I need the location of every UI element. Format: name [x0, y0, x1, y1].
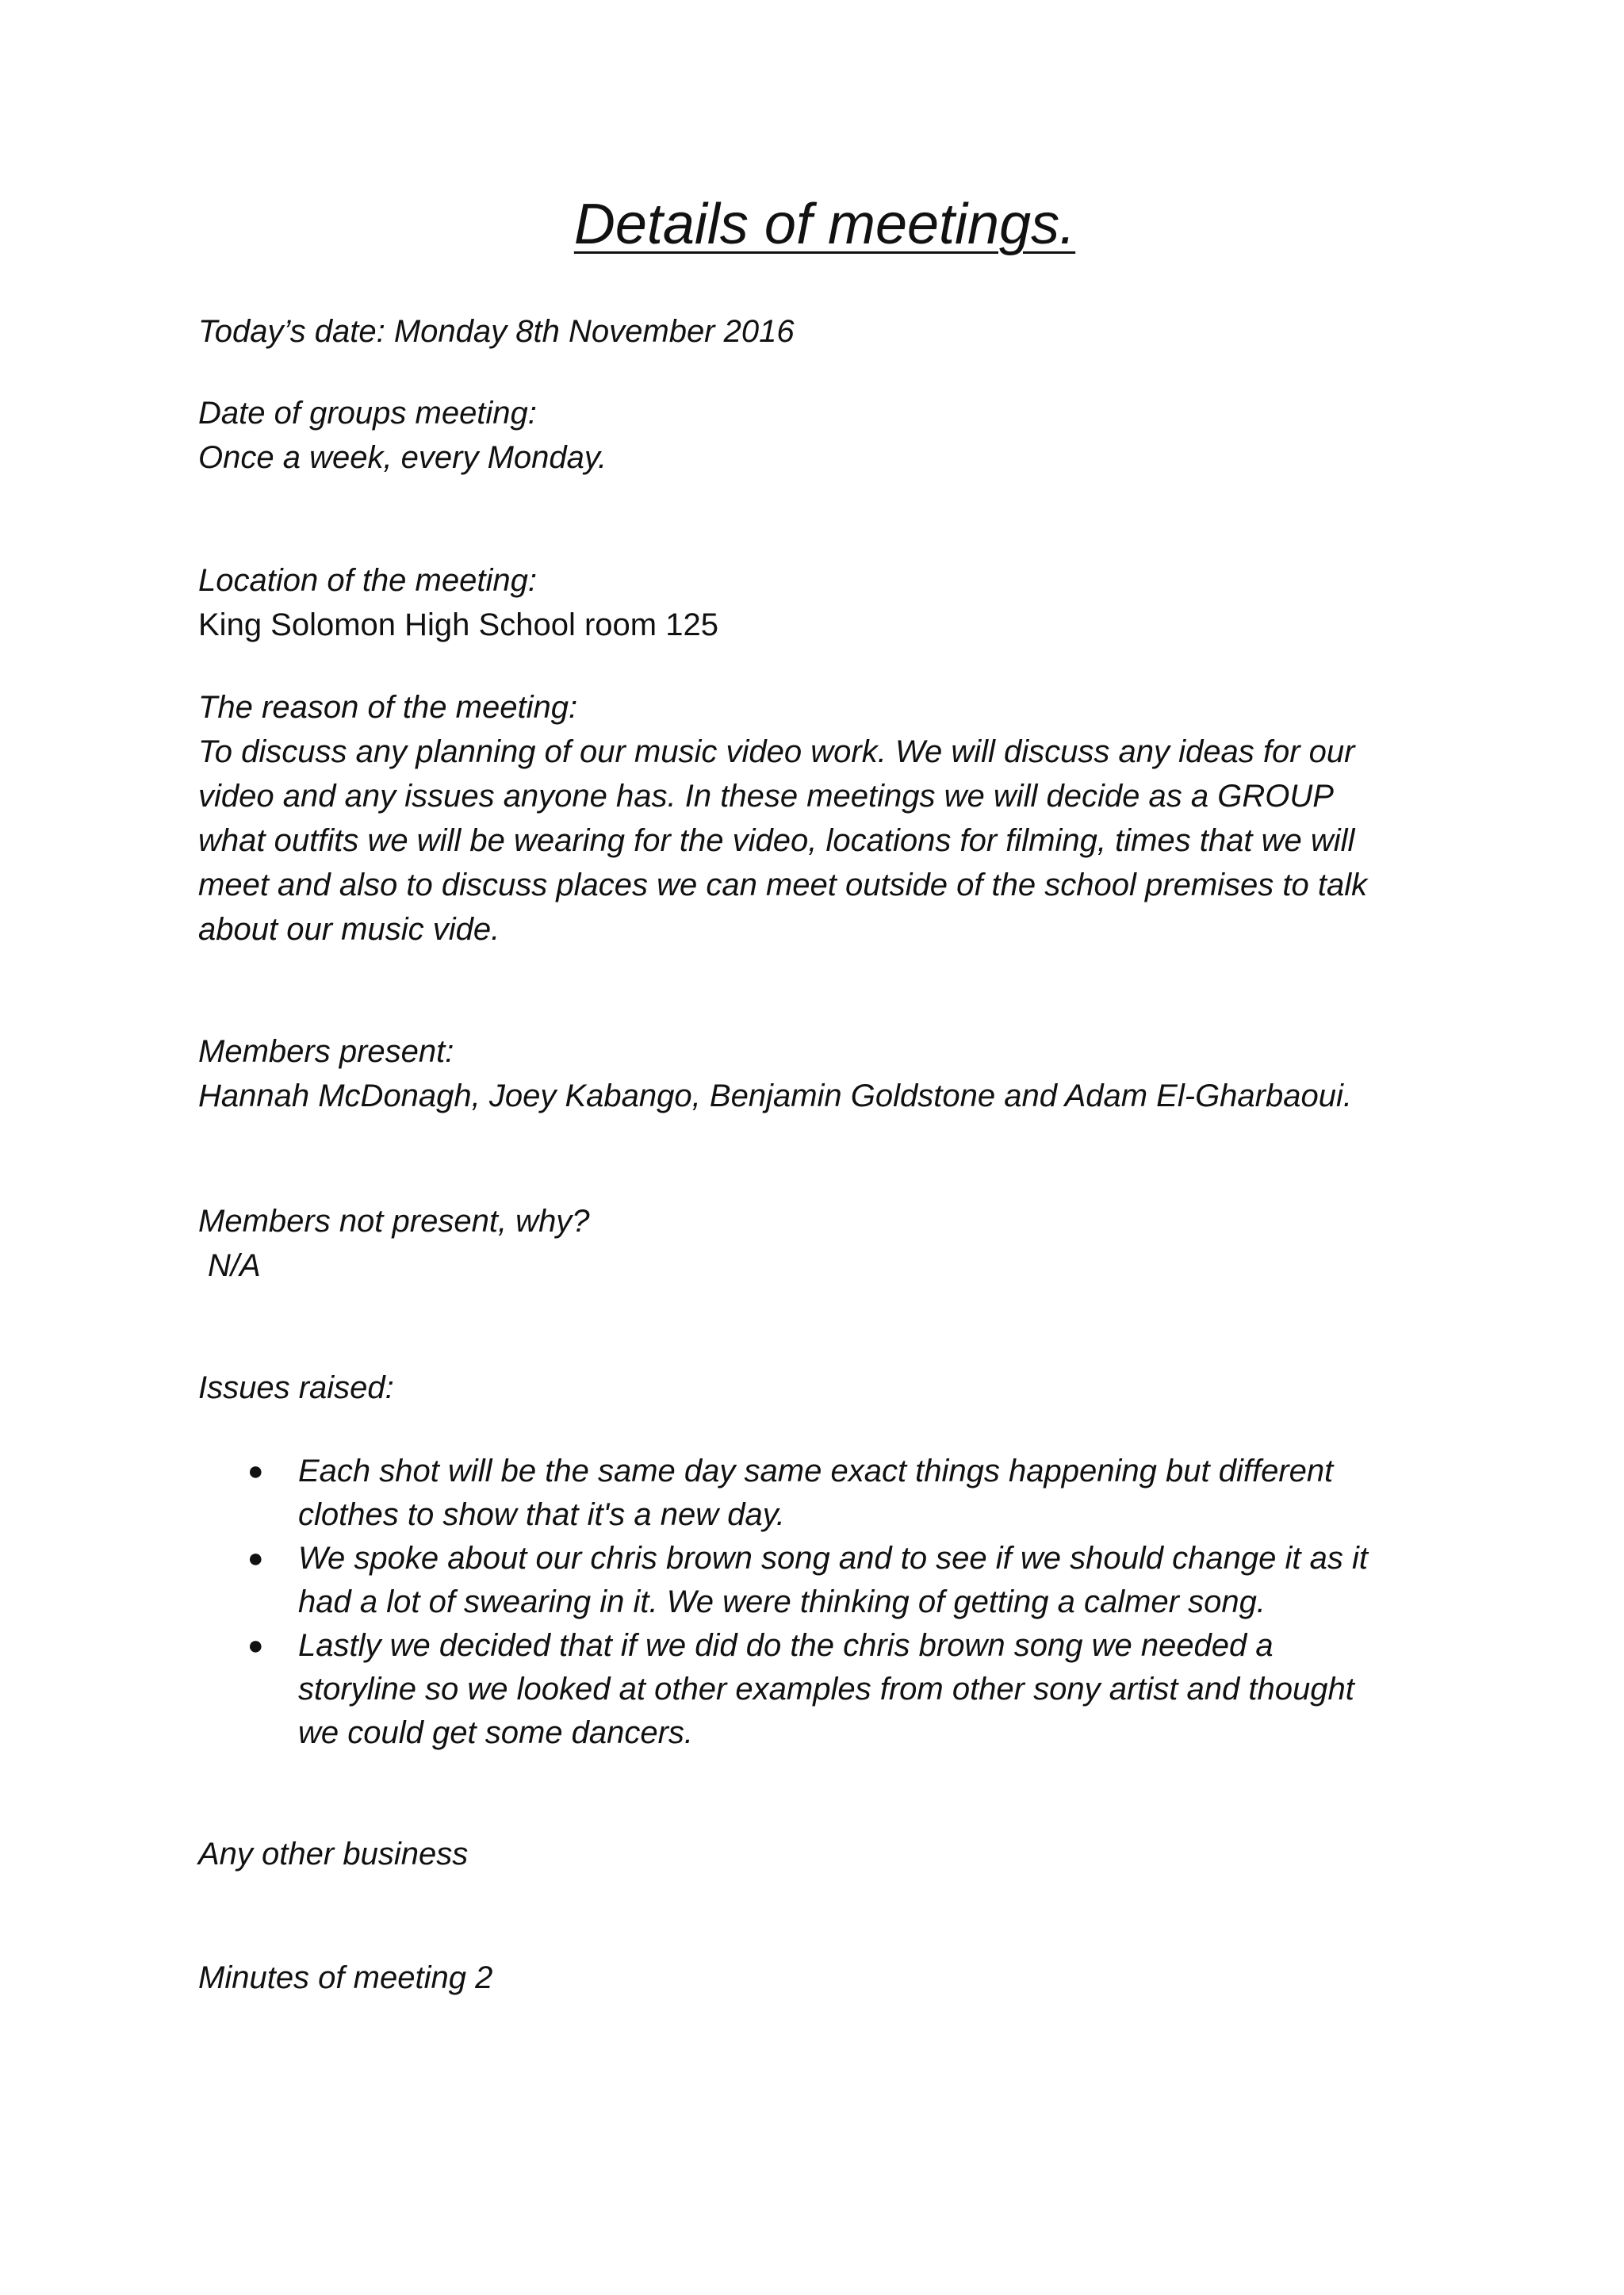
groups-meeting-value: Once a week, every Monday. [198, 440, 607, 475]
list-item [198, 1450, 1435, 1537]
members-not-present-section [198, 1199, 1435, 1288]
other-business: Any other business [198, 1837, 469, 1872]
reason-line: To discuss any planning of our music video work. We will discuss any ideas for our [198, 734, 1355, 769]
reason-line: about our music vide. [198, 912, 500, 947]
bullet-icon: ● [247, 1456, 264, 1486]
groups-meeting-section [198, 391, 1435, 480]
issue-line: storyline so we looked at other examples from other sony artist and thought [298, 1672, 1354, 1707]
issue-line: Lastly we decided that if we did do the chris brown song we needed a [298, 1628, 1274, 1663]
todays-date: Today’s date: Monday 8th November 2016 [198, 314, 795, 349]
bullet-icon: ● [247, 1630, 264, 1661]
issue-line: had a lot of swearing in it. We were thinking of getting a calmer song. [298, 1584, 1266, 1619]
members-not-present-value: N/A [208, 1248, 261, 1283]
reason-section [198, 685, 1435, 952]
reason-line: what outfits we will be wearing for the video, locations for filming, times that we will [198, 823, 1355, 858]
location-value: King Solomon High School room 125 [198, 607, 718, 642]
members-present-value: Hannah McDonagh, Joey Kabango, Benjamin Goldstone and Adam El-Gharbaoui. [198, 1079, 1352, 1113]
issues-list [198, 1450, 1435, 1755]
list-item [198, 1624, 1435, 1755]
members-present-label: Members present: [198, 1034, 454, 1069]
issue-line: we could get some dancers. [298, 1715, 694, 1750]
document-title: Details of meetings. [573, 193, 1076, 256]
location-section [198, 558, 1435, 647]
issue-line: Each shot will be the same day same exact things happening but different [298, 1454, 1334, 1488]
reason-line: video and any issues anyone has. In these meetings we will decide as a GROUP [198, 779, 1334, 814]
bullet-icon: ● [247, 1543, 264, 1573]
groups-meeting-label: Date of groups meeting: [198, 396, 537, 431]
location-label: Location of the meeting: [198, 563, 537, 598]
issue-line: clothes to show that it's a new day. [298, 1497, 785, 1532]
issue-line: We spoke about our chris brown song and to see if we should change it as it [298, 1541, 1368, 1576]
reason-line: meet and also to discuss places we can meet outside of the school premises to talk [198, 868, 1368, 902]
minutes-heading: Minutes of meeting 2 [198, 1960, 493, 1995]
members-not-present-label: Members not present, why? [198, 1204, 590, 1239]
members-present-section [198, 1029, 1435, 1118]
list-item [198, 1537, 1435, 1624]
reason-label: The reason of the meeting: [198, 690, 578, 725]
issues-label: Issues raised: [198, 1370, 394, 1405]
